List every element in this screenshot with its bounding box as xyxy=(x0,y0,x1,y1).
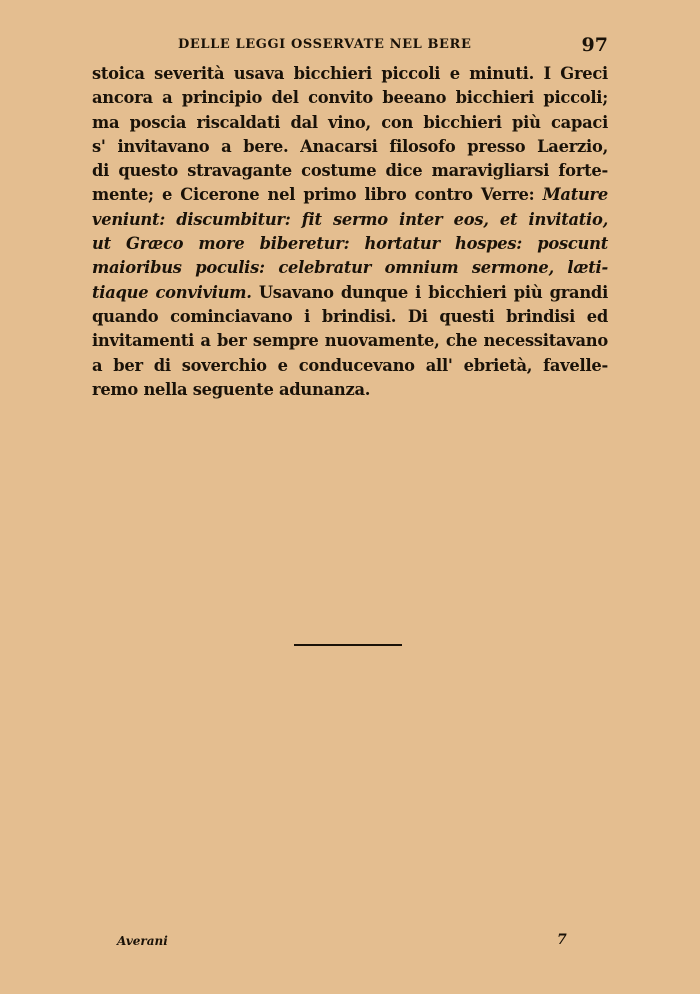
signature-number: 7 xyxy=(557,932,567,948)
page-number: 97 xyxy=(581,34,608,56)
line-roman-after: Usavano dunque i bicchieri più grandi xyxy=(251,282,609,302)
text-line xyxy=(92,378,608,402)
signature-mark: Averani xyxy=(117,934,168,948)
text-line xyxy=(92,111,608,135)
line-roman: invitamenti a ber sempre nuovamente, che necessitavano xyxy=(92,331,608,351)
line-roman: mente; e Cicerone nel primo libro contro Verre: xyxy=(92,185,543,205)
text-line xyxy=(92,256,608,280)
text-line xyxy=(92,135,608,159)
line-italic: maioribus poculis: celebratur omnium sermone, læti- xyxy=(92,258,608,278)
text-line xyxy=(92,329,608,353)
running-head xyxy=(90,34,610,58)
line-roman: s' invitavano a bere. Anacarsi filosofo presso Laerzio, xyxy=(92,136,608,156)
section-end-rule xyxy=(294,644,402,646)
body-text xyxy=(92,62,608,402)
line-italic: veniunt: discumbitur: fit sermo inter eos, et invitatio, xyxy=(92,209,608,229)
text-line xyxy=(92,305,608,329)
text-line xyxy=(92,183,608,207)
text-line xyxy=(92,281,608,305)
line-roman: a ber di soverchio e conducevano all' ebrietà, favelle- xyxy=(92,355,608,375)
line-italic: Mature xyxy=(542,185,608,205)
line-roman: quando cominciavano i brindisi. Di questi brindisi ed xyxy=(92,306,608,326)
text-line xyxy=(92,354,608,378)
text-line xyxy=(92,232,608,256)
text-line xyxy=(92,208,608,232)
running-title: DELLE LEGGI OSSERVATE NEL BERE xyxy=(178,37,472,52)
text-line xyxy=(92,159,608,183)
line-roman: remo nella seguente adunanza. xyxy=(92,379,371,399)
line-italic: ut Græco more biberetur: hortatur hospes: poscunt xyxy=(92,234,608,254)
line-italic: tiaque convivium. xyxy=(92,282,252,302)
line-roman: ma poscia riscaldati dal vino, con bicchieri più capaci xyxy=(92,112,608,132)
line-roman: stoica severità usava bicchieri piccoli e minuti. I Greci xyxy=(92,64,608,83)
text-line xyxy=(92,62,608,86)
line-roman: ancora a principio del convito beeano bicchieri piccoli; xyxy=(92,88,608,108)
line-roman: di questo stravagante costume dice maravigliarsi forte- xyxy=(92,161,608,181)
text-line xyxy=(92,86,608,110)
